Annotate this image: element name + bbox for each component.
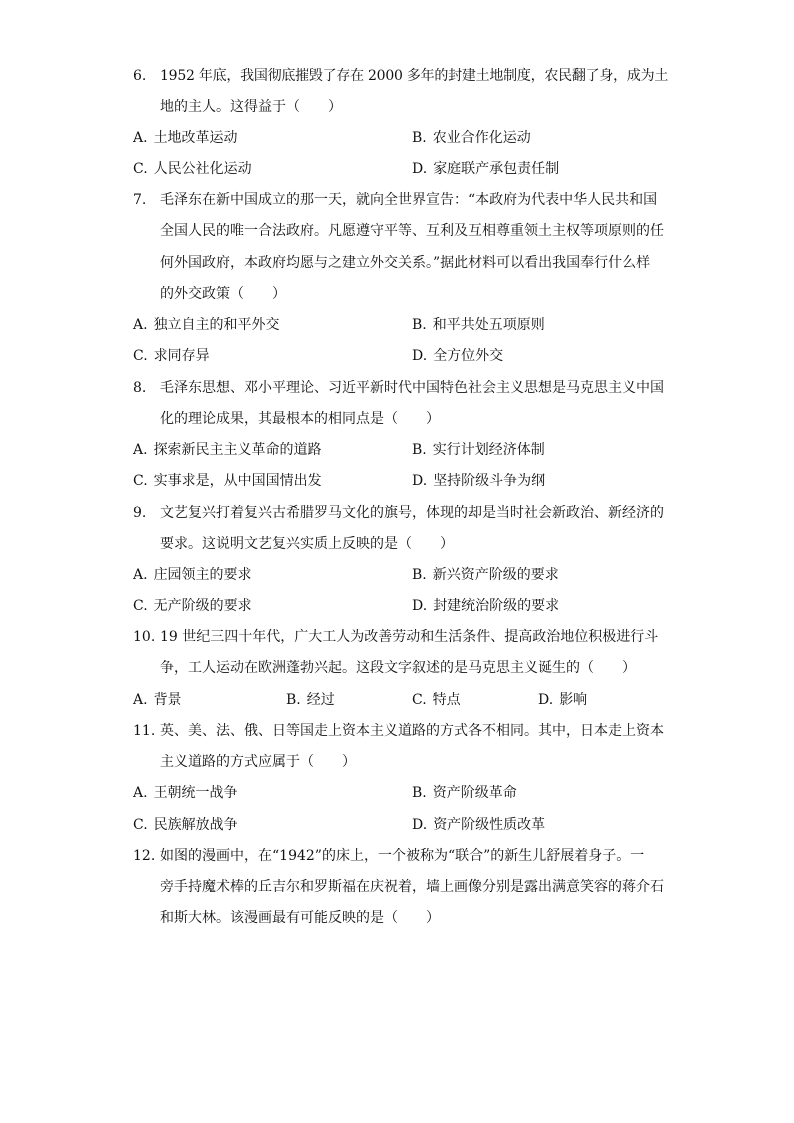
option-text: 影响 bbox=[559, 692, 588, 708]
option-b bbox=[286, 690, 335, 710]
option-letter: C. bbox=[133, 473, 148, 489]
question-text-line: 毛泽东思想、邓小平理论、习近平新时代中国特色社会主义思想是马克思主义中国 bbox=[160, 380, 664, 396]
option-a bbox=[133, 783, 238, 803]
option-letter: D. bbox=[412, 598, 428, 614]
question-number: 9. bbox=[133, 505, 147, 521]
question-text-line: 和斯大林。该漫画最有可能反映的是（ ） bbox=[160, 910, 440, 926]
option-letter: B. bbox=[412, 567, 427, 583]
question-text-line: 全国人民的唯一合法政府。凡愿遵守平等、互利及互相尊重领土主权等项原则的任 bbox=[160, 223, 664, 239]
option-text: 独立自主的和平外交 bbox=[153, 317, 280, 333]
option-c bbox=[133, 471, 322, 491]
question-number: 12. bbox=[133, 848, 156, 864]
option-text: 封建统治阶级的要求 bbox=[433, 598, 560, 614]
option-letter: B. bbox=[286, 692, 301, 708]
option-letter: A. bbox=[133, 785, 148, 801]
option-a bbox=[133, 565, 252, 585]
question-number: 7. bbox=[133, 192, 147, 208]
question-text-line: 19 世纪三四十年代，广大工人为改善劳动和生活条件、提高政治地位积极进行斗 bbox=[160, 629, 659, 645]
option-text: 经过 bbox=[306, 692, 335, 708]
option-c bbox=[133, 346, 210, 366]
option-b bbox=[412, 315, 545, 335]
option-a bbox=[133, 440, 322, 460]
option-text: 土地改革运动 bbox=[153, 130, 238, 146]
option-letter: A. bbox=[133, 442, 148, 458]
question-text-line: 何外国政府，本政府均愿与之建立外交关系。”据此材料可以看出我国奉行什么样 bbox=[160, 255, 651, 271]
question-text-line: 文艺复兴打着复兴古希腊罗马文化的旗号，体现的却是当时社会新政治、新经济的 bbox=[160, 505, 664, 521]
question-text-line: 要求。这说明文艺复兴实质上反映的是（ ） bbox=[160, 536, 454, 552]
option-letter: D. bbox=[412, 817, 428, 833]
question-text-line: 英、美、法、俄、日等国走上资本主义道路的方式各不相同。其中，日本走上资本 bbox=[160, 723, 664, 739]
question-text-line: 地的主人。这得益于（ ） bbox=[160, 99, 342, 115]
option-letter: D. bbox=[412, 161, 428, 177]
question-text-line: 的外交政策（ ） bbox=[160, 286, 286, 302]
question-text-line: 争，工人运动在欧洲蓬勃兴起。这段文字叙述的是马克思主义诞生的（ ） bbox=[160, 660, 636, 676]
question-text-line: 毛泽东在新中国成立的那一天，就向全世界宣告：“本政府为代表中华人民共和国 bbox=[160, 192, 658, 208]
option-letter: A. bbox=[133, 317, 148, 333]
option-text: 探索新民主主义革命的道路 bbox=[153, 442, 322, 458]
option-letter: A. bbox=[133, 567, 148, 583]
option-text: 资产阶级性质改革 bbox=[433, 817, 546, 833]
option-text: 家庭联产承包责任制 bbox=[433, 161, 560, 177]
option-text: 无产阶级的要求 bbox=[153, 598, 252, 614]
option-c bbox=[133, 159, 252, 179]
option-c bbox=[133, 815, 238, 835]
option-a bbox=[133, 690, 182, 710]
option-d bbox=[538, 690, 587, 710]
option-a bbox=[133, 128, 238, 148]
option-text: 和平共处五项原则 bbox=[432, 317, 545, 333]
question-text-line: 化的理论成果，其最根本的相同点是（ ） bbox=[160, 411, 440, 427]
option-letter: C. bbox=[133, 598, 148, 614]
option-text: 背景 bbox=[153, 692, 182, 708]
option-letter: B. bbox=[412, 317, 427, 333]
option-letter: A. bbox=[133, 130, 148, 146]
option-letter: C. bbox=[133, 348, 148, 364]
option-text: 王朝统一战争 bbox=[153, 785, 238, 801]
question-number: 6. bbox=[133, 68, 147, 84]
option-b bbox=[412, 128, 531, 148]
option-letter: D. bbox=[412, 348, 428, 364]
option-text: 坚持阶级斗争为纲 bbox=[433, 473, 546, 489]
question-number: 10. bbox=[133, 629, 156, 645]
option-letter: D. bbox=[412, 473, 428, 489]
question-text-line: 主义道路的方式应属于（ ） bbox=[160, 754, 356, 770]
option-d bbox=[412, 346, 503, 366]
option-text: 全方位外交 bbox=[433, 348, 504, 364]
option-text: 资产阶级革命 bbox=[432, 785, 517, 801]
option-text: 新兴资产阶级的要求 bbox=[432, 567, 559, 583]
option-text: 民族解放战争 bbox=[153, 817, 238, 833]
option-b bbox=[412, 440, 545, 460]
option-text: 农业合作化运动 bbox=[432, 130, 531, 146]
option-letter: B. bbox=[412, 442, 427, 458]
question-text-line: 1952 年底，我国彻底摧毁了存在 2000 多年的封建土地制度，农民翻了身，成为土 bbox=[160, 68, 669, 84]
option-text: 特点 bbox=[432, 692, 461, 708]
option-a bbox=[133, 315, 280, 335]
option-c bbox=[412, 690, 461, 710]
question-text-line: 旁手持魔术棒的丘吉尔和罗斯福在庆祝着，墙上画像分别是露出满意笑容的蒋介石 bbox=[160, 879, 664, 895]
option-text: 庄园领主的要求 bbox=[153, 567, 252, 583]
option-d bbox=[412, 471, 545, 491]
option-letter: C. bbox=[133, 161, 148, 177]
option-letter: B. bbox=[412, 785, 427, 801]
option-text: 实行计划经济体制 bbox=[432, 442, 545, 458]
question-number: 11. bbox=[133, 723, 156, 739]
option-text: 求同存异 bbox=[153, 348, 210, 364]
option-letter: A. bbox=[133, 692, 148, 708]
question-text-line: 如图的漫画中，在“1942”的床上，一个被称为“联合”的新生儿舒展着身子。一 bbox=[160, 848, 645, 864]
option-letter: C. bbox=[412, 692, 427, 708]
option-d bbox=[412, 159, 559, 179]
option-b bbox=[412, 565, 559, 585]
option-letter: C. bbox=[133, 817, 148, 833]
option-text: 人民公社化运动 bbox=[153, 161, 252, 177]
option-c bbox=[133, 596, 252, 616]
option-letter: D. bbox=[538, 692, 554, 708]
option-d bbox=[412, 815, 545, 835]
question-number: 8. bbox=[133, 380, 147, 396]
option-d bbox=[412, 596, 559, 616]
option-text: 实事求是，从中国国情出发 bbox=[153, 473, 322, 489]
option-letter: B. bbox=[412, 130, 427, 146]
option-b bbox=[412, 783, 517, 803]
